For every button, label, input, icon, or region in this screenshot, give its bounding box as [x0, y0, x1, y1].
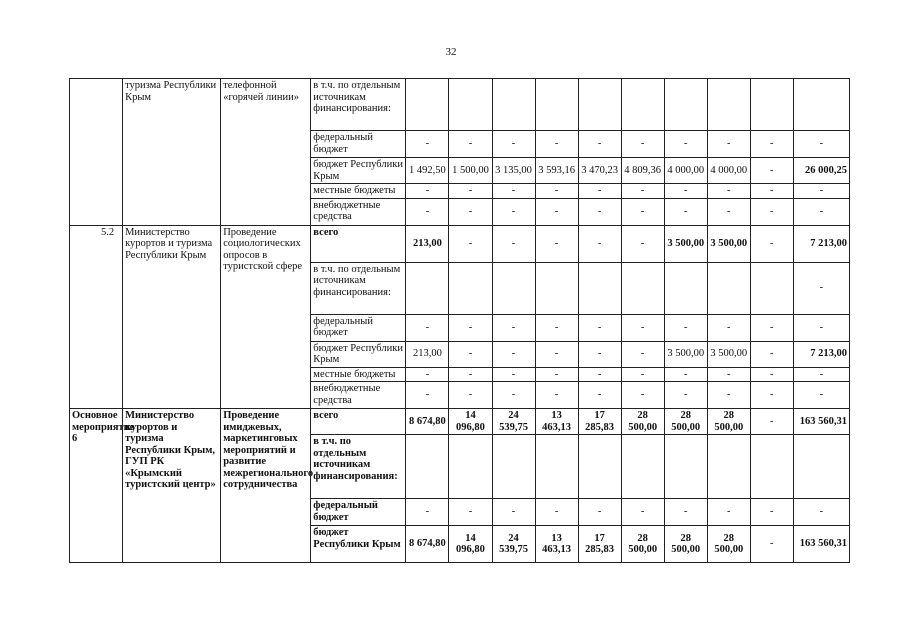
value-cell: - [793, 262, 849, 314]
value-cell: - [492, 198, 535, 225]
value-cell: 28 500,00 [621, 526, 664, 563]
value-cell: - [793, 382, 849, 409]
code-cell: 5.2 [70, 225, 123, 409]
value-cell: - [750, 526, 793, 563]
value-cell: 3 593,16 [535, 158, 578, 184]
value-cell: - [578, 131, 621, 158]
value-cell: - [535, 341, 578, 367]
value-cell: - [578, 225, 621, 262]
value-cell [406, 435, 449, 499]
value-cell: - [492, 499, 535, 526]
value-cell: - [406, 314, 449, 341]
page-number: 32 [445, 46, 457, 58]
value-cell: - [664, 131, 707, 158]
value-cell [535, 262, 578, 314]
value-cell: - [664, 499, 707, 526]
value-cell: - [449, 367, 492, 382]
value-cell: 7 213,00 [793, 225, 849, 262]
event-cell: Проведение имиджевых, маркетинговых мероприятий и развитие межрегионального сотрудничества [221, 409, 311, 563]
value-cell: - [621, 225, 664, 262]
value-cell [406, 262, 449, 314]
source-cell: федеральный бюджет [311, 314, 406, 341]
executor-cell: Министерство курортов и туризма Республики Крым [123, 225, 221, 409]
source-cell: в т.ч. по отдельным источникам финансирования: [311, 79, 406, 131]
value-cell: - [707, 382, 750, 409]
value-cell: - [406, 499, 449, 526]
value-cell: - [707, 131, 750, 158]
value-cell: - [406, 382, 449, 409]
value-cell: - [621, 382, 664, 409]
executor-cell: туризма Республики Крым [123, 79, 221, 226]
value-cell: 17 285,83 [578, 526, 621, 563]
source-cell: бюджет Республики Крым [311, 526, 406, 563]
value-cell: - [492, 131, 535, 158]
table-row [70, 225, 850, 262]
value-cell [449, 79, 492, 131]
value-cell: - [578, 341, 621, 367]
value-cell: 3 470,23 [578, 158, 621, 184]
source-cell: местные бюджеты [311, 184, 406, 199]
value-cell: - [750, 409, 793, 435]
value-cell: 28 500,00 [664, 526, 707, 563]
value-cell: 213,00 [406, 225, 449, 262]
value-cell: - [793, 314, 849, 341]
value-cell: - [492, 184, 535, 199]
value-cell: 163 560,31 [793, 409, 849, 435]
value-cell: - [535, 131, 578, 158]
value-cell: - [449, 184, 492, 199]
value-cell: - [707, 314, 750, 341]
value-cell: 26 000,25 [793, 158, 849, 184]
value-cell: 163 560,31 [793, 526, 849, 563]
value-cell: - [750, 314, 793, 341]
value-cell: - [621, 367, 664, 382]
value-cell [707, 262, 750, 314]
value-cell: 28 500,00 [707, 526, 750, 563]
value-cell: 17 285,83 [578, 409, 621, 435]
value-cell [578, 79, 621, 131]
event-cell: телефонной «горячей линии» [221, 79, 311, 226]
value-cell: - [707, 198, 750, 225]
value-cell: - [621, 314, 664, 341]
value-cell: 1 492,50 [406, 158, 449, 184]
value-cell [621, 435, 664, 499]
value-cell [449, 435, 492, 499]
value-cell: - [449, 225, 492, 262]
value-cell: - [664, 198, 707, 225]
value-cell: 13 463,13 [535, 409, 578, 435]
event-cell: Проведение социологических опросов в туристской сфере [221, 225, 311, 409]
value-cell: 4 000,00 [707, 158, 750, 184]
value-cell [535, 435, 578, 499]
value-cell: 13 463,13 [535, 526, 578, 563]
value-cell: - [793, 499, 849, 526]
value-cell: - [621, 499, 664, 526]
source-cell: в т.ч. по отдельным источникам финансирования: [311, 262, 406, 314]
table-row [70, 409, 850, 435]
value-cell [793, 435, 849, 499]
value-cell: - [664, 314, 707, 341]
value-cell: - [406, 184, 449, 199]
value-cell [750, 262, 793, 314]
value-cell: 3 135,00 [492, 158, 535, 184]
value-cell: - [621, 341, 664, 367]
value-cell: - [750, 158, 793, 184]
value-cell: - [535, 184, 578, 199]
value-cell: - [621, 184, 664, 199]
value-cell: - [578, 367, 621, 382]
value-cell: - [535, 225, 578, 262]
value-cell: - [578, 499, 621, 526]
value-cell: - [492, 314, 535, 341]
value-cell [707, 79, 750, 131]
value-cell [449, 262, 492, 314]
value-cell: 4 000,00 [664, 158, 707, 184]
table-body [70, 79, 850, 563]
value-cell: - [449, 499, 492, 526]
value-cell: - [793, 184, 849, 199]
value-cell: - [578, 382, 621, 409]
value-cell: - [406, 198, 449, 225]
value-cell: 7 213,00 [793, 341, 849, 367]
table-row [70, 79, 850, 131]
value-cell: - [449, 131, 492, 158]
value-cell: - [621, 131, 664, 158]
source-cell: всего [311, 225, 406, 262]
value-cell: 1 500,00 [449, 158, 492, 184]
source-cell: бюджет Республики Крым [311, 158, 406, 184]
value-cell: - [578, 184, 621, 199]
value-cell: - [535, 367, 578, 382]
value-cell: - [621, 198, 664, 225]
value-cell: - [406, 367, 449, 382]
value-cell [492, 435, 535, 499]
source-cell: федеральный бюджет [311, 499, 406, 526]
value-cell: - [578, 314, 621, 341]
value-cell: - [750, 131, 793, 158]
value-cell: - [793, 131, 849, 158]
value-cell: - [449, 382, 492, 409]
code-cell [70, 79, 123, 226]
source-cell: всего [311, 409, 406, 435]
value-cell: - [750, 225, 793, 262]
value-cell: 14 096,80 [449, 526, 492, 563]
value-cell: - [750, 499, 793, 526]
value-cell: - [707, 184, 750, 199]
value-cell: 3 500,00 [707, 225, 750, 262]
value-cell: 28 500,00 [664, 409, 707, 435]
source-cell: местные бюджеты [311, 367, 406, 382]
value-cell [750, 79, 793, 131]
source-cell: федеральный бюджет [311, 131, 406, 158]
source-cell: бюджет Республики Крым [311, 341, 406, 367]
value-cell [621, 262, 664, 314]
value-cell: 8 674,80 [406, 526, 449, 563]
value-cell: - [664, 184, 707, 199]
value-cell: 28 500,00 [621, 409, 664, 435]
value-cell: - [750, 341, 793, 367]
value-cell [492, 262, 535, 314]
value-cell: - [492, 225, 535, 262]
value-cell: - [750, 367, 793, 382]
value-cell [750, 435, 793, 499]
value-cell [578, 262, 621, 314]
value-cell [664, 262, 707, 314]
value-cell: - [707, 499, 750, 526]
budget-table [69, 78, 850, 563]
value-cell: - [750, 198, 793, 225]
value-cell [664, 79, 707, 131]
value-cell: - [449, 341, 492, 367]
value-cell: - [492, 341, 535, 367]
value-cell: 3 500,00 [664, 341, 707, 367]
value-cell: 28 500,00 [707, 409, 750, 435]
value-cell: - [492, 382, 535, 409]
value-cell: - [793, 367, 849, 382]
source-cell: внебюджетные средства [311, 382, 406, 409]
value-cell: - [750, 184, 793, 199]
value-cell: - [578, 198, 621, 225]
value-cell: - [707, 367, 750, 382]
value-cell [793, 79, 849, 131]
value-cell: - [750, 382, 793, 409]
value-cell: 3 500,00 [664, 225, 707, 262]
value-cell: - [449, 314, 492, 341]
value-cell: 4 809,36 [621, 158, 664, 184]
value-cell: - [664, 367, 707, 382]
value-cell: - [535, 314, 578, 341]
value-cell: - [793, 198, 849, 225]
value-cell: 24 539,75 [492, 409, 535, 435]
value-cell: - [535, 382, 578, 409]
value-cell: - [406, 131, 449, 158]
value-cell: 213,00 [406, 341, 449, 367]
value-cell [578, 435, 621, 499]
source-cell: внебюджетные средства [311, 198, 406, 225]
code-cell: Основное мероприятие 6 [70, 409, 123, 563]
value-cell: - [535, 198, 578, 225]
value-cell: - [535, 499, 578, 526]
value-cell: - [492, 367, 535, 382]
value-cell: - [664, 382, 707, 409]
value-cell: 3 500,00 [707, 341, 750, 367]
value-cell [664, 435, 707, 499]
value-cell: 8 674,80 [406, 409, 449, 435]
value-cell [492, 79, 535, 131]
executor-cell: Министерство курортов и туризма Республики Крым, ГУП РК «Крымский туристский центр» [123, 409, 221, 563]
value-cell: 14 096,80 [449, 409, 492, 435]
value-cell [535, 79, 578, 131]
value-cell [406, 79, 449, 131]
value-cell: - [449, 198, 492, 225]
value-cell [621, 79, 664, 131]
value-cell [707, 435, 750, 499]
source-cell: в т.ч. по отдельным источникам финансирования: [311, 435, 406, 499]
value-cell: 24 539,75 [492, 526, 535, 563]
